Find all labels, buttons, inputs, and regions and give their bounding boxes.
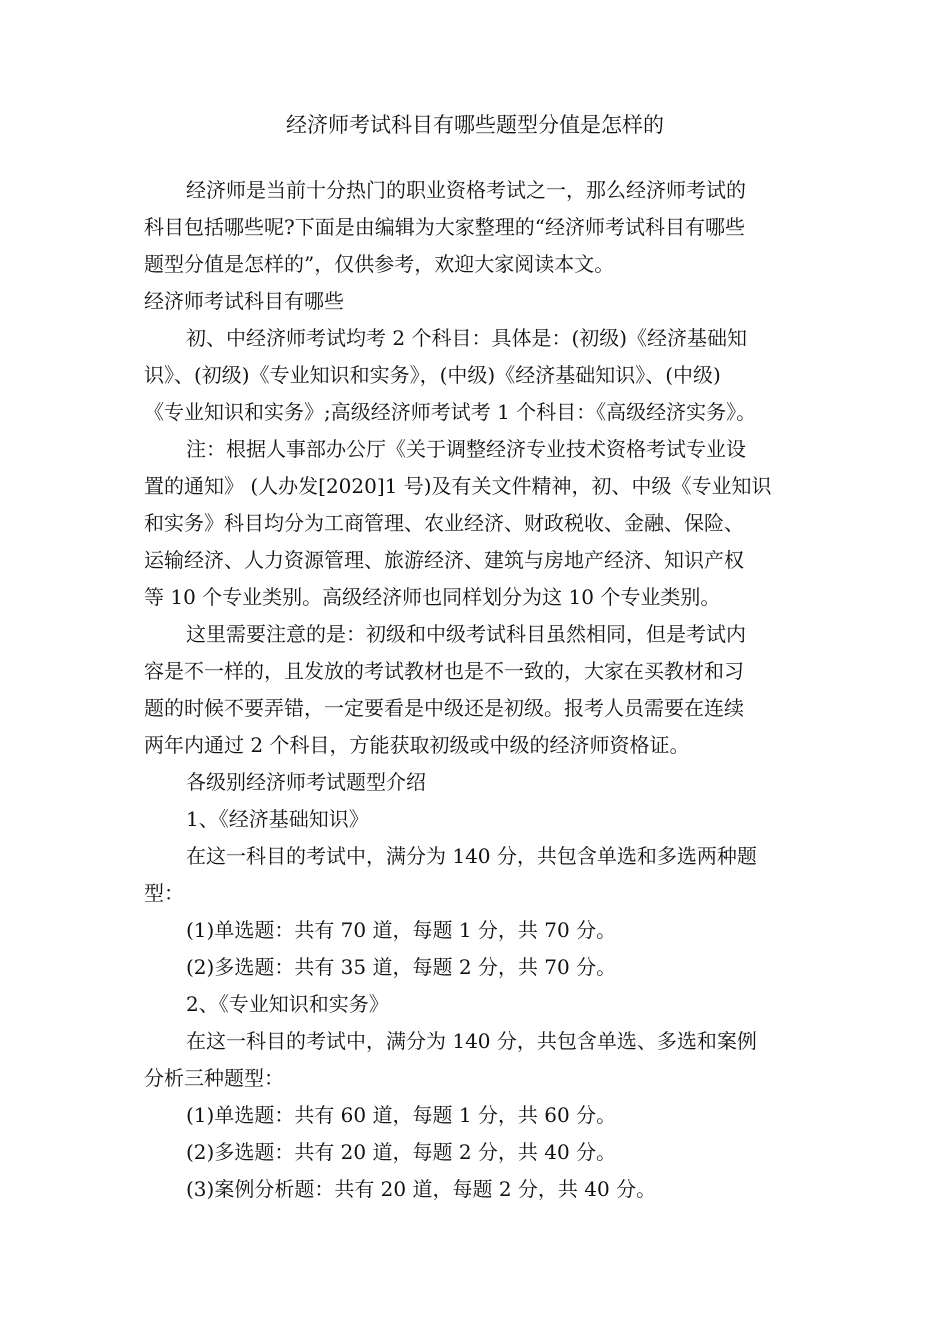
list-item: (1)单选题：共有 70 道，每题 1 分，共 70 分。	[186, 918, 617, 942]
paragraph-line: 初、中经济师考试均考 2 个科目：具体是：(初级)《经济基础知	[186, 326, 748, 350]
document-title: 经济师考试科目有哪些题型分值是怎样的	[286, 113, 664, 137]
paragraph-line: 置的通知》 (人办发[2020]1 号)及有关文件精神，初、中级《专业知识	[144, 474, 772, 498]
paragraph-line: 容是不一样的，且发放的考试教材也是不一致的，大家在买教材和习	[144, 659, 744, 683]
list-item: (1)单选题：共有 60 道，每题 1 分，共 60 分。	[186, 1103, 617, 1127]
paragraph-line: 等 10 个专业类别。高级经济师也同样划分为这 10 个专业类别。	[144, 585, 721, 609]
paragraph-line: 科目包括哪些呢?下面是由编辑为大家整理的“经济师考试科目有哪些	[144, 215, 745, 239]
list-item: (2)多选题：共有 35 道，每题 2 分，共 70 分。	[186, 955, 617, 979]
paragraph-line: 运输经济、人力资源管理、旅游经济、建筑与房地产经济、知识产权	[144, 548, 744, 572]
paragraph-line: 和实务》科目均分为工商管理、农业经济、财政税收、金融、保险、	[144, 511, 744, 535]
section-heading: 经济师考试科目有哪些	[144, 289, 344, 313]
paragraph-line: 型：	[144, 881, 184, 905]
paragraph-line: 在这一科目的考试中，满分为 140 分，共包含单选和多选两种题	[186, 844, 757, 868]
paragraph-line: 题的时候不要弄错，一定要看是中级还是初级。报考人员需要在连续	[144, 696, 744, 720]
paragraph-line: 注：根据人事部办公厅《关于调整经济专业技术资格考试专业设	[186, 437, 746, 461]
paragraph-line: 题型分值是怎样的”，仅供参考，欢迎大家阅读本文。	[144, 252, 615, 276]
paragraph-line: 分析三种题型：	[144, 1066, 284, 1090]
list-item: (2)多选题：共有 20 道，每题 2 分，共 40 分。	[186, 1140, 617, 1164]
list-item: (3)案例分析题：共有 20 道，每题 2 分，共 40 分。	[186, 1177, 657, 1201]
paragraph-line: 两年内通过 2 个科目，方能获取初级或中级的经济师资格证。	[144, 733, 690, 757]
paragraph-line: 经济师是当前十分热门的职业资格考试之一，那么经济师考试的	[186, 178, 746, 202]
paragraph-line: 识》、(初级)《专业知识和实务》，(中级)《经济基础知识》、(中级)	[144, 363, 721, 387]
subsection-heading: 2、《专业知识和实务》	[186, 992, 389, 1016]
subsection-heading: 1、《经济基础知识》	[186, 807, 369, 831]
paragraph-line: 在这一科目的考试中，满分为 140 分，共包含单选、多选和案例	[186, 1029, 757, 1053]
paragraph-line: 这里需要注意的是：初级和中级考试科目虽然相同，但是考试内	[186, 622, 746, 646]
section-heading: 各级别经济师考试题型介绍	[186, 770, 426, 794]
paragraph-line: 《专业知识和实务》;高级经济师考试考 1 个科目：《高级经济实务》。	[144, 400, 757, 424]
